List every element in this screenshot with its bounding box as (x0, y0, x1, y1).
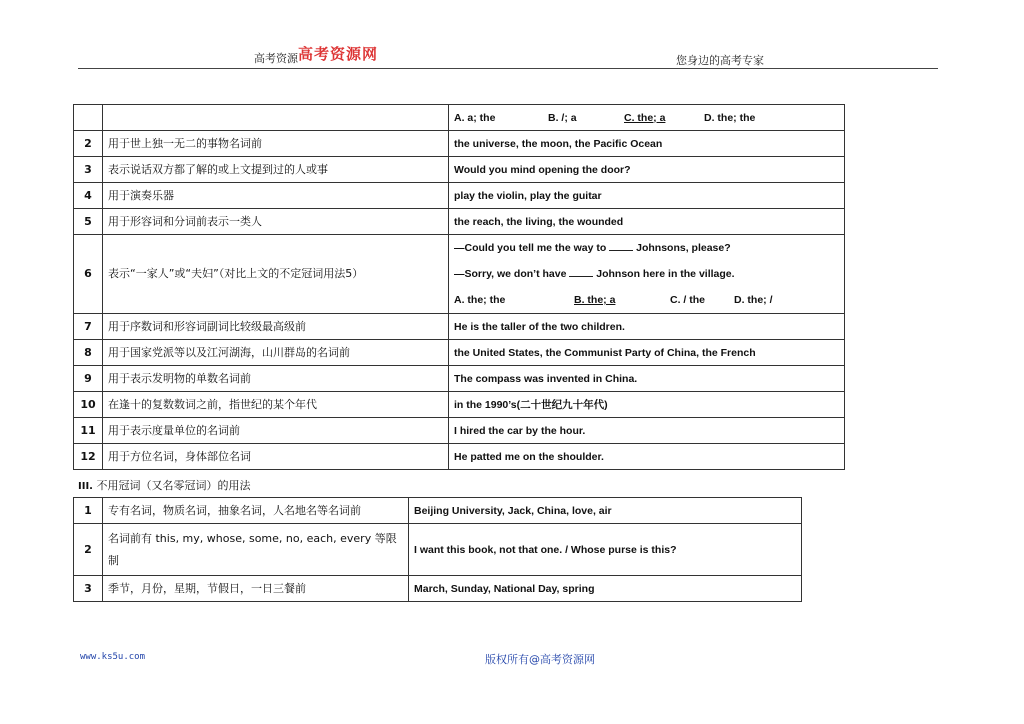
row-number: 1 (74, 498, 103, 524)
section-title: 不用冠词（又名零冠词）的用法 (96, 479, 251, 492)
usage-cell: 季节，月份，星期，节假日，一日三餐前 (103, 576, 409, 602)
row-number: 2 (74, 524, 103, 576)
table-row (74, 498, 802, 524)
option-b: B. /; a (548, 111, 577, 124)
header-right-text: 您身边的高考专家 (676, 54, 764, 67)
answer-options (454, 287, 844, 313)
table-row (74, 314, 845, 340)
row-number: 10 (74, 392, 103, 418)
row-number: 3 (74, 576, 103, 602)
section-number: III. (78, 481, 93, 492)
option-c: C. / the (670, 294, 706, 306)
row-number: 2 (74, 131, 103, 157)
table-row (74, 392, 845, 418)
table-row (74, 576, 802, 602)
usage-cell: 用于表示发明物的单数名词前 (103, 366, 449, 392)
usage-cell: 用于序数词和形容词副词比较级最高级前 (103, 314, 449, 340)
header-divider (78, 68, 938, 69)
usage-cell: 在逢十的复数数词之前，指世纪的某个年代 (103, 392, 449, 418)
example-cell: Would you mind opening the door? (449, 157, 845, 183)
usage-cell: 表示“一家人”或“夫妇”（对比上文的不定冠词用法5） (103, 235, 449, 314)
definite-article-usage-table (73, 104, 845, 470)
example-cell: He is the taller of the two children. (449, 314, 845, 340)
footer-url-link[interactable]: www.ks5u.com (80, 652, 146, 662)
table-row (74, 444, 845, 470)
usage-cell: 表示说话双方都了解的或上文提到过的人或事 (103, 157, 449, 183)
row-number: 7 (74, 314, 103, 340)
row-number: 11 (74, 418, 103, 444)
example-cell: the universe, the moon, the Pacific Ocean (449, 131, 845, 157)
usage-cell: 用于世上独一无二的事物名词前 (103, 131, 449, 157)
usage-cell: 用于国家党派等以及江河湖海，山川群岛的名词前 (103, 340, 449, 366)
row-number: 5 (74, 209, 103, 235)
row-number: 8 (74, 340, 103, 366)
usage-cell: 用于演奏乐器 (103, 183, 449, 209)
example-cell: in the 1990’s(二十世纪九十年代) (449, 392, 845, 418)
option-d: D. the; / (734, 294, 773, 306)
example-cell: play the violin, play the guitar (449, 183, 845, 209)
site-logo: 高考资源网 (298, 45, 379, 63)
example-cell: the reach, the living, the wounded (449, 209, 845, 235)
usage-cell (103, 105, 449, 131)
example-cell: the United States, the Communist Party of China, the French (449, 340, 845, 366)
dialogue-line-1: —Could you tell me the way to Johnsons, please? (454, 242, 731, 254)
table-row (74, 235, 845, 314)
option-a: A. the; the (454, 294, 506, 306)
usage-cell: 用于表示度量单位的名词前 (103, 418, 449, 444)
header-left-text: 高考资源 (254, 52, 298, 65)
example-cell: The compass was invented in China. (449, 366, 845, 392)
table-row (74, 131, 845, 157)
answer-blank (609, 240, 633, 251)
table-row (74, 340, 845, 366)
example-cell: I hired the car by the hour. (449, 418, 845, 444)
row-number: 3 (74, 157, 103, 183)
row-number: 12 (74, 444, 103, 470)
table-row (74, 524, 802, 576)
section-heading (78, 477, 250, 493)
example-cell: Beijing University, Jack, China, love, air (409, 498, 802, 524)
option-b-answer: B. the; a (574, 294, 616, 306)
usage-cell: 名词前有 this, my, whose, some, no, each, every 等限制 (103, 524, 409, 576)
row-number (74, 105, 103, 131)
answer-blank (569, 266, 593, 277)
option-c-answer: C. the; a (624, 111, 666, 124)
dialogue-line-2: —Sorry, we don’t have Johnson here in the village. (454, 268, 735, 280)
table-row (74, 183, 845, 209)
example-cell (449, 235, 845, 314)
example-cell: He patted me on the shoulder. (449, 444, 845, 470)
table-row (74, 157, 845, 183)
option-a: A. a; the (454, 111, 496, 124)
table-row (74, 366, 845, 392)
table-row (74, 209, 845, 235)
example-cell: I want this book, not that one. / Whose purse is this? (409, 524, 802, 576)
example-cell: March, Sunday, National Day, spring (409, 576, 802, 602)
usage-cell: 用于方位名词，身体部位名词 (103, 444, 449, 470)
row-number: 6 (74, 235, 103, 314)
example-cell (449, 105, 845, 131)
row-number: 4 (74, 183, 103, 209)
option-d: D. the; the (704, 111, 756, 124)
zero-article-usage-table (73, 497, 802, 602)
table-row (74, 418, 845, 444)
usage-cell: 专有名词，物质名词，抽象名词，人名地名等名词前 (103, 498, 409, 524)
table-row (74, 105, 845, 131)
row-number: 9 (74, 366, 103, 392)
usage-cell: 用于形容词和分词前表示一类人 (103, 209, 449, 235)
footer-copyright: 版权所有@高考资源网 (485, 653, 595, 666)
